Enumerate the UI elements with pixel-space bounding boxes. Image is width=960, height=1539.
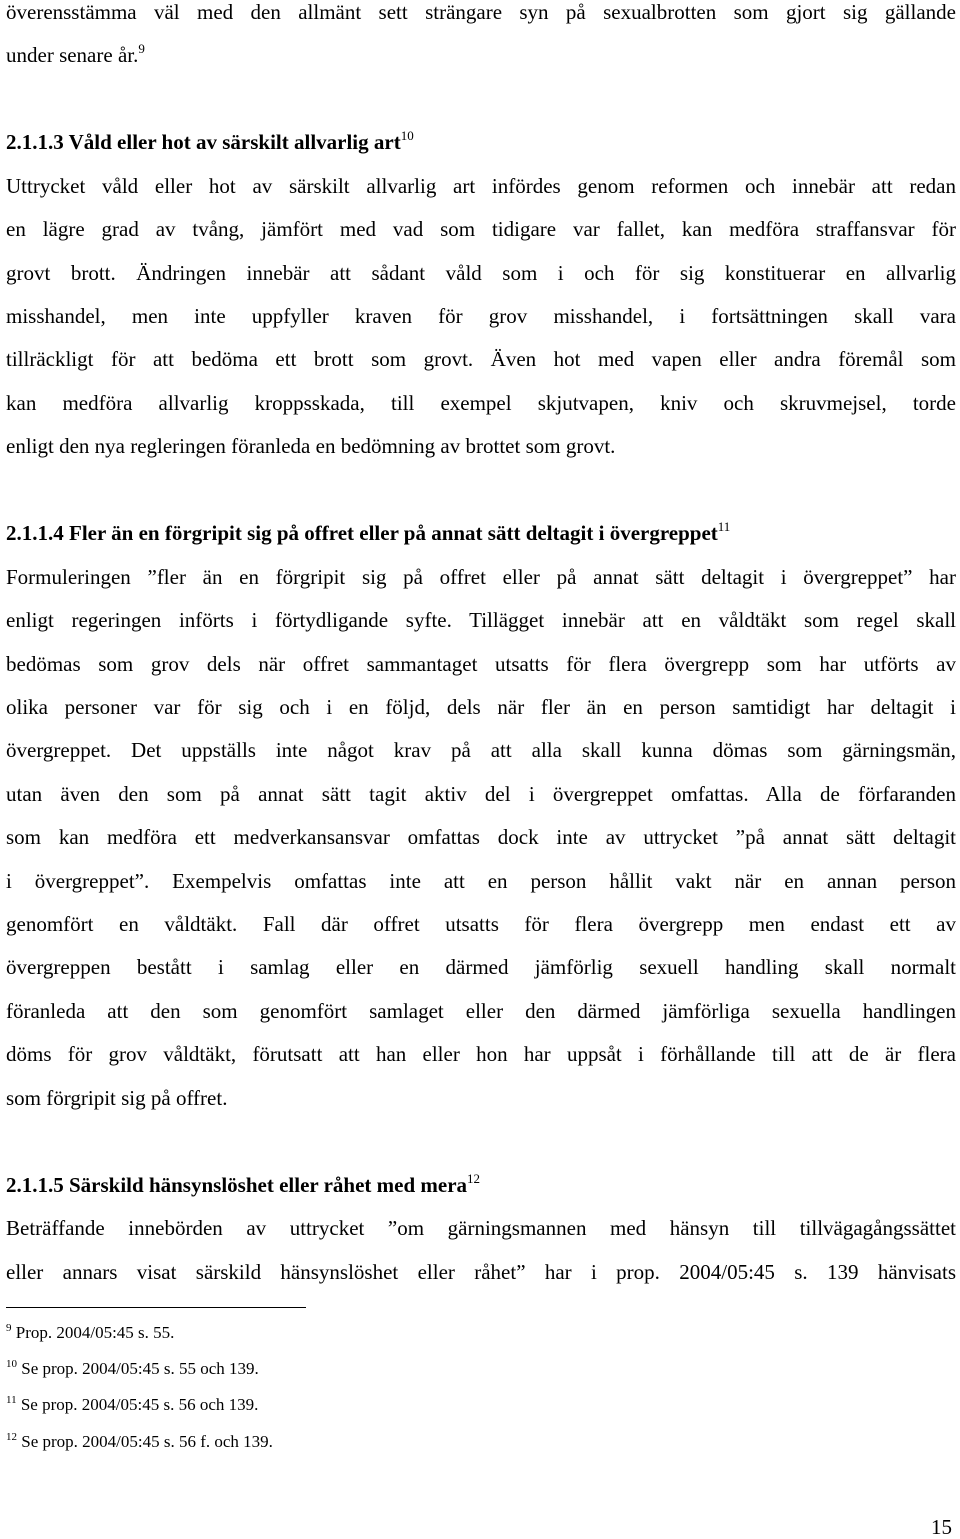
body-line: under senare år.$^9$ [6,41,145,67]
body-line: utan även den som på annat sätt tagit aktiv del i övergreppet omfattas. Alla de förfaranden [6,782,956,806]
body-line: enligt den nya regleringen föranleda en bedömning av brottet som grovt. [6,434,616,458]
footnote-ref[interactable]: 12 [467,1171,481,1186]
body-line: Formuleringen ”fler än en förgripit sig på offret eller på annat sätt deltagit i övergreppet” har [6,565,956,589]
body-line: tillräckligt för att bedöma ett brott som grovt. Även hot med vapen eller andra föremål som [6,347,956,371]
body-line: föranleda att den som genomfört samlaget eller den därmed jämförliga sexuella handlingen [6,999,956,1023]
footnote: $^{11}$ Se prop. 2004/05:45 s. 56 och 139. [6,1394,259,1414]
body-line: genomfört en våldtäkt. Fall där offret utsatts för flera övergrepp men endast ett av [6,912,956,936]
section-heading: 2.1.1.3 Våld eller hot av särskilt allvarlig art$^{10}$ [6,128,414,154]
page-number: 15 [931,1515,952,1539]
body-line: som kan medföra ett medverkansansvar omfattas dock inte av uttrycket ”på annat sätt deltagit [6,825,956,849]
body-line: en lägre grad av tvång, jämfört med vad som tidigare var fallet, kan medföra straffansvar för [6,217,956,241]
body-line: överensstämma väl med den allmänt sett strängare syn på sexualbrotten som gjort sig gällande [6,0,956,24]
body-line: kan medföra allvarlig kroppsskada, till exempel skjutvapen, kniv och skruvmejsel, torde [6,391,956,415]
body-line: övergreppet. Det uppställs inte något krav på att alla skall kunna dömas som gärningsmän, [6,738,956,762]
body-line: i övergreppet”. Exempelvis omfattas inte att en person hållit vakt när en annan person [6,869,956,893]
footnote: $^9$ Prop. 2004/05:45 s. 55. [6,1322,175,1342]
footnote-ref[interactable]: 9 [138,41,145,56]
section-heading: 2.1.1.5 Särskild hänsynslöshet eller råhet med mera$^{12}$ [6,1171,481,1197]
footnote-ref[interactable]: 10 [400,128,414,143]
body-line: eller annars visat särskild hänsynslöshet eller råhet” har i prop. 2004/05:45 s. 139 hänvisats [6,1260,956,1284]
body-line: olika personer var för sig och i en följd, dels när fler än en person samtidigt har deltagit i [6,695,956,719]
body-line: Uttrycket våld eller hot av särskilt allvarlig art infördes genom reformen och innebär att redan [6,174,956,198]
body-line: misshandel, men inte uppfyller kraven för grov misshandel, i fortsättningen skall vara [6,304,956,328]
footnote: $^{12}$ Se prop. 2004/05:45 s. 56 f. och 139. [6,1431,273,1451]
section-heading: 2.1.1.4 Fler än en förgripit sig på offret eller på annat sätt deltagit i övergreppet$^{11}$ [6,519,731,545]
body-line: Beträffande innebörden av uttrycket ”om gärningsmannen med hänsyn till tillvägagångssättet [6,1216,956,1240]
body-line: grovt brott. Ändringen innebär att sådant våld som i och för sig konstituerar en allvarlig [6,261,956,285]
body-line: enligt regeringen införts i förtydligande syfte. Tillägget innebär att en våldtäkt som regel skall [6,608,956,632]
footnote-ref[interactable]: 11 [717,519,731,534]
body-line: döms för grov våldtäkt, förutsatt att han eller hon har uppsåt i förhållande till att de är flera [6,1042,956,1066]
body-line: bedömas som grov dels när offret sammantaget utsatts för flera övergrepp som har utförts av [6,652,956,676]
body-line: övergreppen bestått i samlag eller en därmed jämförlig sexuell handling skall normalt [6,955,956,979]
footnote-separator [6,1307,306,1308]
footnote: $^{10}$ Se prop. 2004/05:45 s. 55 och 139. [6,1358,259,1378]
body-line: som förgripit sig på offret. [6,1086,228,1110]
